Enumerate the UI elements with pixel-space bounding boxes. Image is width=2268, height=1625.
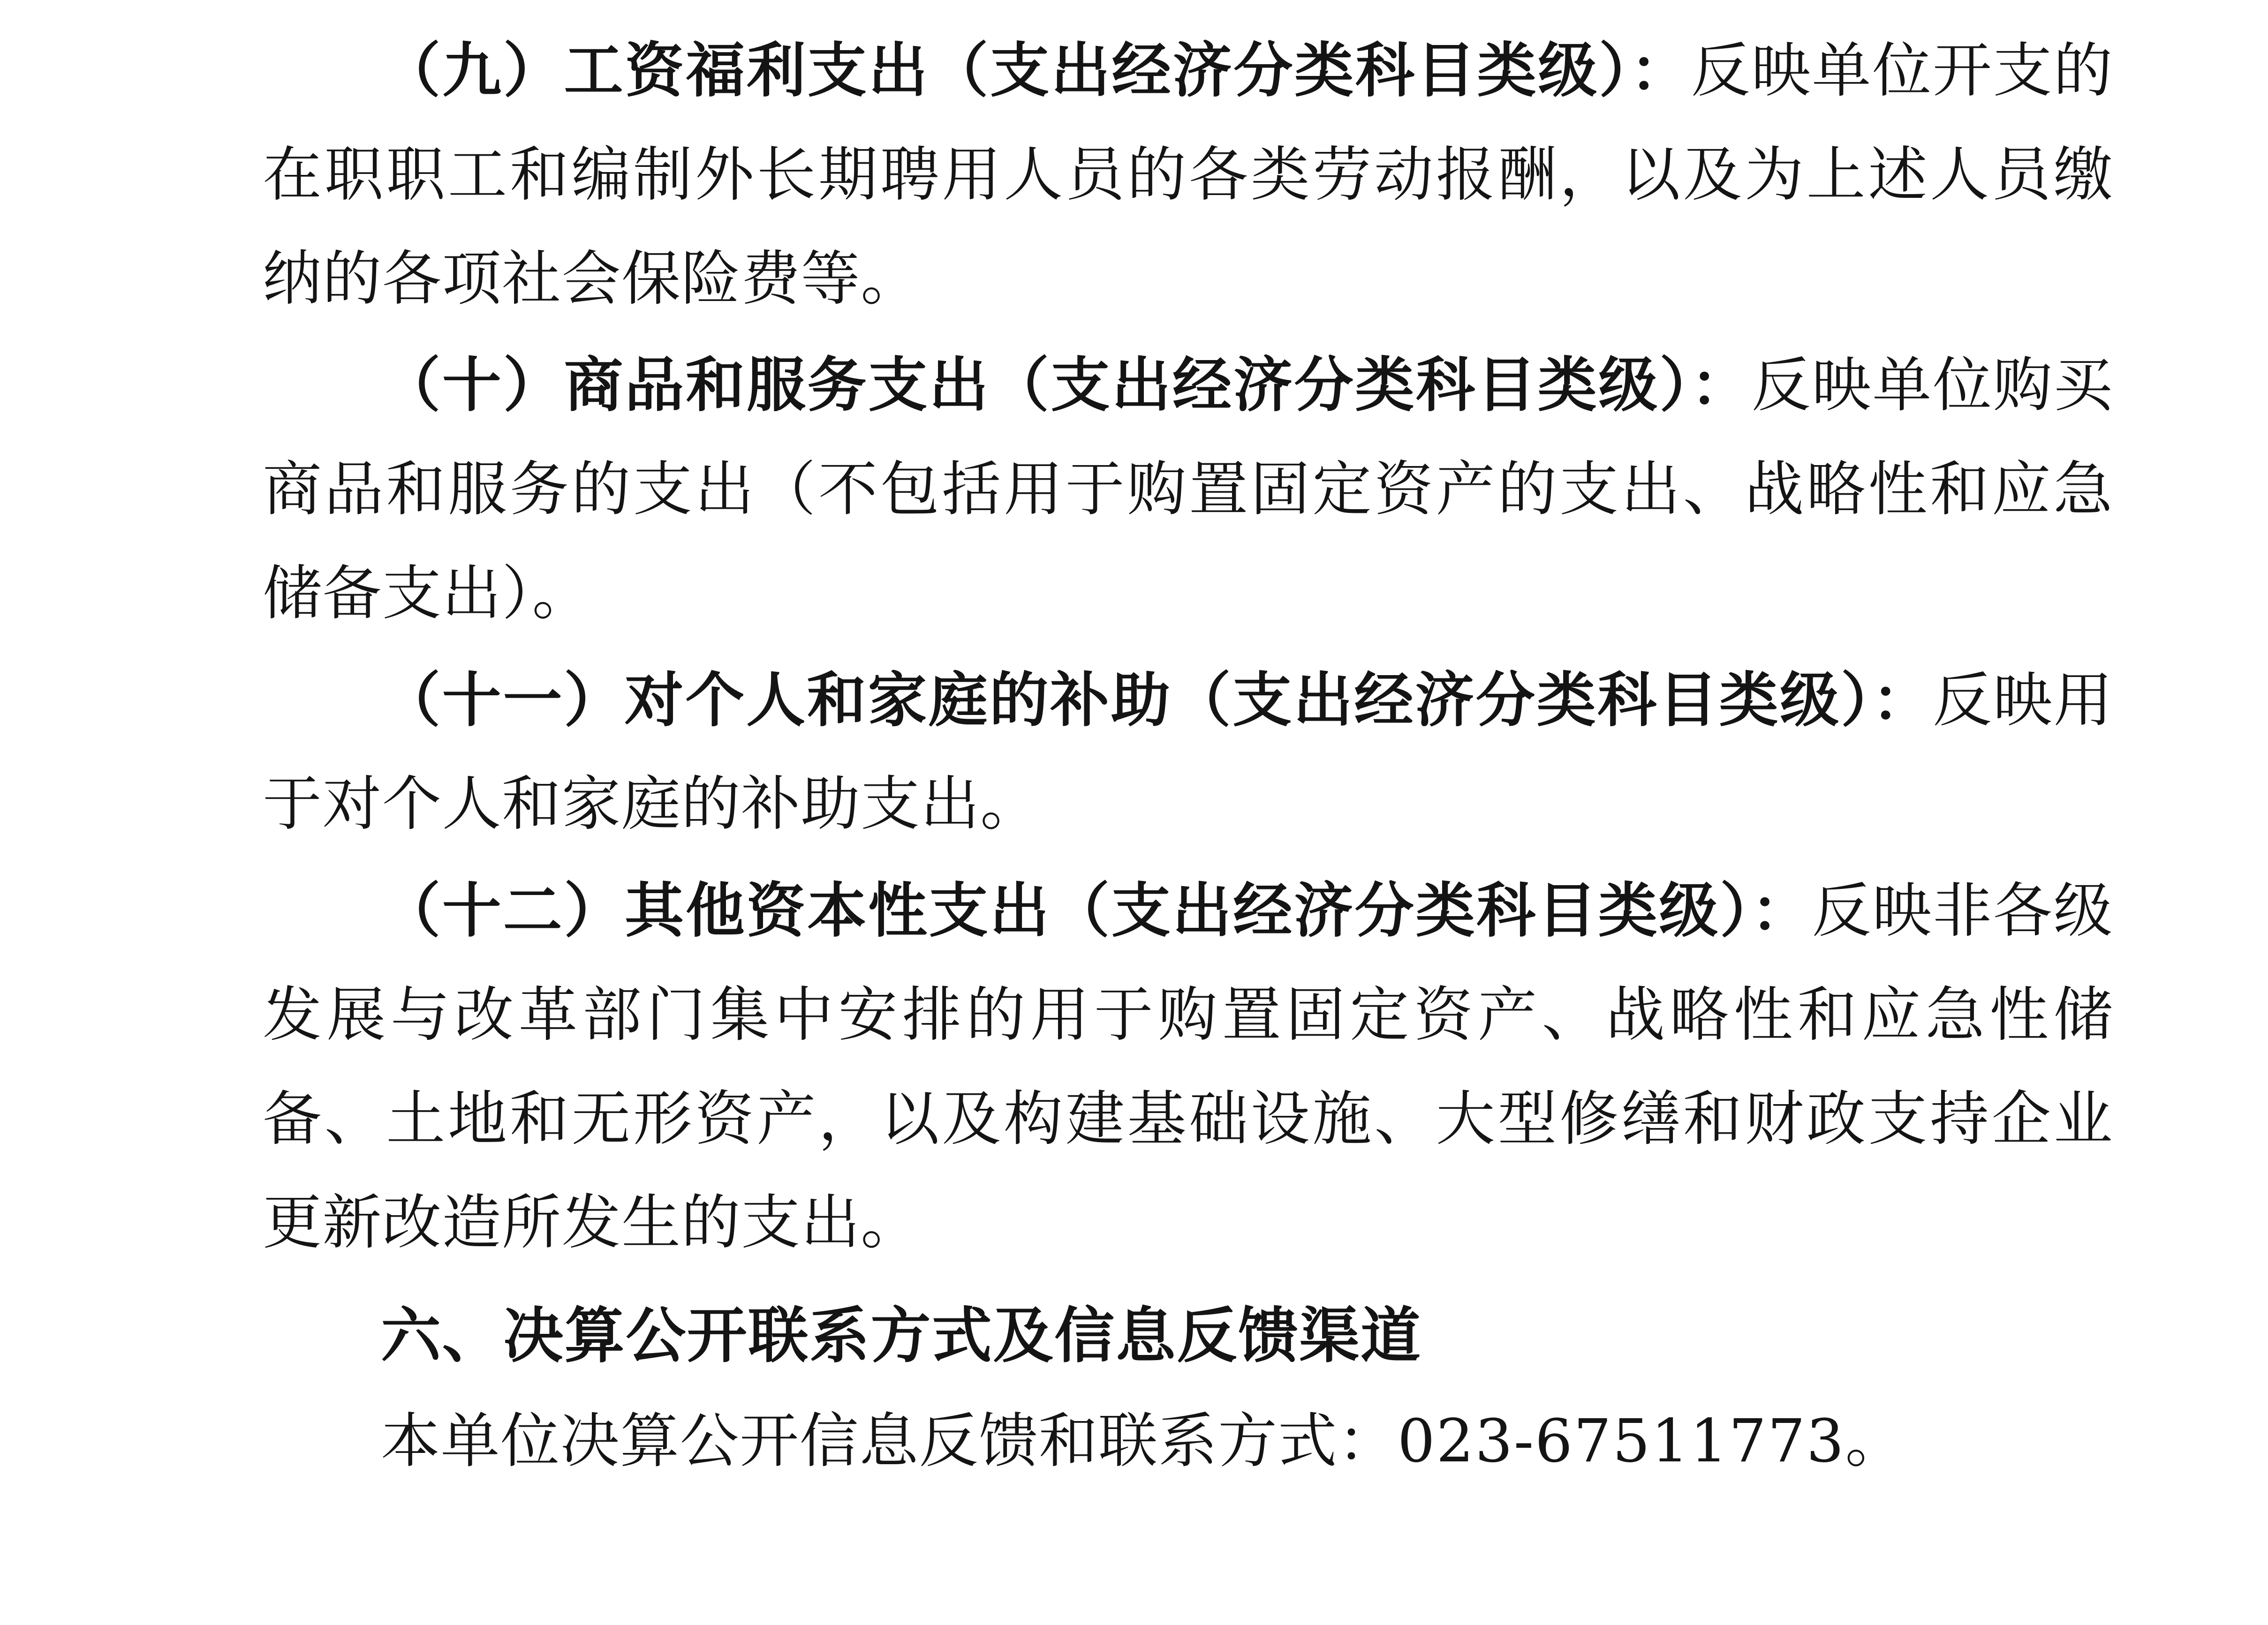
paragraph-lead-in: （十二）其他资本性支出（支出经济分类科目类级）：	[381, 876, 1812, 945]
document-body	[263, 19, 2113, 1493]
paragraph-lead-in: （十一）对个人和家庭的补助（支出经济分类科目类级）：	[381, 665, 1933, 735]
paragraph-text: 反映非各级发展与改革部门集中安排的用于购置固定资产、战略性和应急性储备、土地和无形资产，以及构建基础设施、大型修缮和财政支持企业更新改造所发生的支出。	[263, 876, 2114, 1257]
contact-prefix: 本单位决算公开信息反馈和联系方式：	[381, 1406, 1398, 1475]
section-heading: 六、决算公开联系方式及信息反馈渠道	[381, 1301, 1422, 1371]
paragraph-item-nine	[263, 19, 2113, 331]
paragraph-item-twelve	[263, 859, 2113, 1275]
paragraph-item-eleven	[263, 648, 2113, 857]
paragraph-text: 反映用于对个人和家庭的补助支出。	[263, 665, 2113, 839]
paragraph-lead-in: （十）商品和服务支出（支出经济分类科目类级）：	[381, 350, 1752, 420]
paragraph-text: 反映单位开支的在职职工和编制外长期聘用人员的各类劳动报酬，以及为上述人员缴纳的各项社会保险费等。	[263, 36, 2113, 313]
paragraph-item-ten	[263, 333, 2113, 645]
contact-line	[263, 1389, 2113, 1493]
contact-phone: 023-67511773	[1397, 1406, 1845, 1475]
paragraph-lead-in: （九）工资福利支出（支出经济分类科目类级）：	[381, 36, 1691, 105]
contact-suffix: 。	[1845, 1406, 1905, 1475]
paragraph-text: 反映单位购买商品和服务的支出（不包括用于购置固定资产的支出、战略性和应急储备支出）。	[263, 351, 2113, 628]
